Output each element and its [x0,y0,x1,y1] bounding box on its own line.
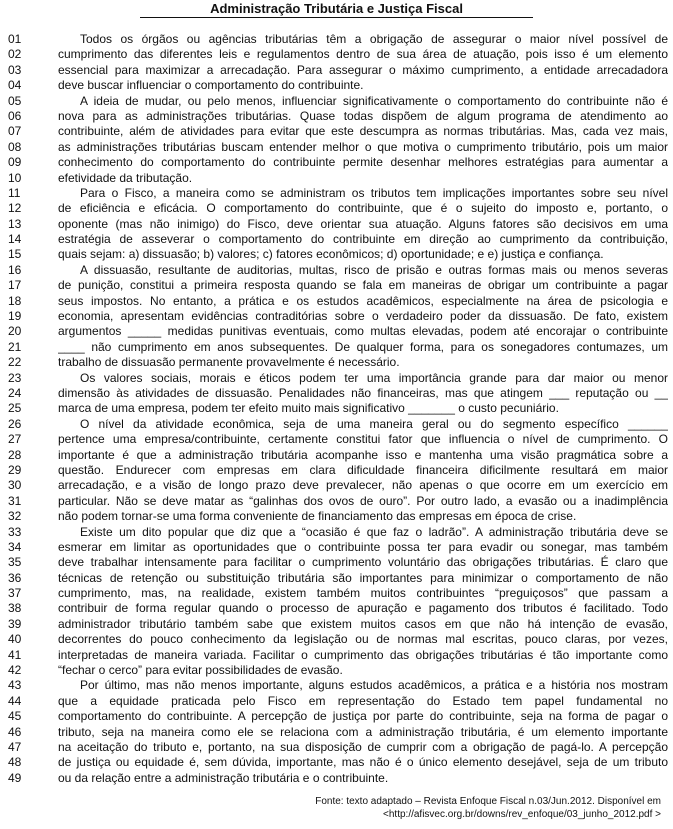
line-text: Para o Fisco, a maneira como se administram os tributos tem implicações importantes sobre seu nível [80,185,668,200]
text-line [8,525,668,540]
source-line-2: <http://afisvec.org.br/downs/rev_enfoque/03_junho_2012.pdf > [383,809,661,820]
text-line [8,386,668,401]
line-text: contribuinte, além de atividades para evitar que este descumpra as normas tributárias. Mas, cada vez mais, [58,124,668,139]
text-line [8,201,668,216]
line-text: seus impostos. No entanto, a prática e os estudos acadêmicos, especialmente na área de psicologia e [58,293,668,308]
text-line [8,617,668,632]
text-line [8,571,668,586]
line-number: 49 [8,770,22,785]
line-number: 10 [8,170,22,185]
line-text: comportamento do contribuinte. A percepção de justiça por parte do contribuinte, seja na forma de pagar o [58,709,668,724]
source-line-1: Fonte: texto adaptado – Revista Enfoque Fiscal n.03/Jun.2012. Disponível em [315,796,661,807]
line-text: pertence uma empresa/contribuinte, certamente constitui fator que influencia o nível de cumprimento. O [58,432,668,447]
text-line [8,263,668,278]
line-number: 43 [8,678,22,693]
text-line [8,586,668,601]
line-number: 24 [8,385,22,400]
text-line [8,755,668,770]
line-number: 45 [8,709,22,724]
text-line [8,355,668,370]
line-number: 21 [8,339,22,354]
line-text: O nível da atividade econômica, seja de uma maneira geral ou do segmento específico ______ [80,416,668,431]
line-number: 19 [8,309,22,324]
line-text: de justiça ou equidade é, sem dúvida, importante, mas não é o único elemento desejável, seja de um tributo [58,755,668,770]
line-text: tributo, seja na maneira como ele se relaciona com a administração tributária, é um elemento importante [58,724,668,739]
line-number: 27 [8,432,22,447]
text-line [8,94,668,109]
line-text: nova para as administrações tributárias. Quase todas dispõem de algum programa de atendimento ao [58,108,668,123]
text-line [8,678,668,693]
line-number: 02 [8,47,22,62]
line-number: 26 [8,416,22,431]
line-number: 07 [8,124,22,139]
line-text: importante é que a administração tributária acompanhe isso e mantenha uma visão pragmática sobre a [58,447,668,462]
text-line [8,740,668,755]
line-number: 39 [8,616,22,631]
line-number: 25 [8,401,22,416]
line-text: não podem tornar-se uma forma conveniente de financiamento das empresas em época de crise. [58,509,577,524]
text-line [8,648,668,663]
text-line [8,47,668,62]
text-line [8,709,668,724]
line-text: Os valores sociais, morais e éticos podem ter uma importância grande para dar maior ou menor [80,370,668,385]
text-line [8,155,668,170]
text-line [8,324,668,339]
text-line [8,109,668,124]
text-line [8,32,668,47]
line-number: 08 [8,139,22,154]
line-number: 20 [8,324,22,339]
text-line [8,555,668,570]
line-number: 11 [8,185,21,200]
text-line [8,448,668,463]
line-number: 34 [8,539,22,554]
text-line [8,463,668,478]
text-line [8,694,668,709]
line-text: deve buscar influenciar o comportamento do contribuinte. [58,78,364,93]
text-line [8,632,668,647]
line-number: 46 [8,724,22,739]
line-text: de punição, constitui a primeira resposta quando se fala em maneiras de obrigar um contribuinte a pagar [58,278,668,293]
line-number: 06 [8,108,22,123]
line-number: 48 [8,755,22,770]
title-underline [140,17,533,18]
line-number: 32 [8,509,22,524]
line-number: 30 [8,478,22,493]
line-number: 47 [8,739,22,754]
line-text: que a equidade praticada pelo Fisco em representação do Estado tem papel fundamental no [58,693,668,708]
text-line [8,725,668,740]
line-text: arrecadação, e a visão de longo prazo deve prevalecer, não apenas o que ocorre em um exercício em [58,478,668,493]
line-number: 09 [8,155,22,170]
line-text: cumprimento das diferentes leis e regulamentos dentro de sua área de atuação, pois isso é um elemento [58,47,668,62]
text-line [8,309,668,324]
text-line [8,232,668,247]
line-number: 13 [8,216,22,231]
line-text: essencial para maximizar a arrecadação. Para assegurar o máximo cumprimento, a entidade arrecadadora [58,62,668,77]
line-text: estratégia de asseverar o comportamento do contribuinte em direção ao cumprimento da contribuição, [58,232,668,247]
line-text: particular. Não se deve matar as “galinhas dos ovos de ouro”. Por outro lado, a evasão ou a inadimplência [58,493,668,508]
line-text: decorrentes do pouco conhecimento da legislação ou de normas mal escritas, pouco claras, por vezes, [58,632,668,647]
text-line [8,140,668,155]
line-text: marca de uma empresa, podem ter efeito muito mais significativo _______ o custo pecuniário. [58,401,559,416]
line-text: conhecimento do comportamento do contribuinte permite desenhar melhores estratégias para aumentar a [58,155,668,170]
text-line [8,186,668,201]
text-line [8,124,668,139]
text-line [8,294,668,309]
line-text: as administrações tributárias buscam entender melhor o que motiva o cumprimento tributário, pois um maior [58,139,668,154]
text-line [8,417,668,432]
line-text: argumentos _____ medidas punitivas eventuais, como multas elevadas, podem até encorajar o contribuinte [58,324,668,339]
text-body [8,32,668,786]
line-number: 22 [8,355,22,370]
line-number: 29 [8,462,22,477]
line-number: 44 [8,693,22,708]
line-text: A ideia de mudar, ou pelo menos, influenciar significativamente o comportamento do contribuinte não é [80,93,668,108]
line-number: 05 [8,93,22,108]
line-text: de eficiência e eficácia. O comportamento do contribuinte, que é o sujeito do imposto e, portanto, o [58,201,668,216]
line-text: “fechar o cerco” para evitar possibilidades de evasão. [58,663,343,678]
line-number: 03 [8,62,22,77]
line-number: 04 [8,78,22,93]
line-text: interpretadas de maneira variada. Facilitar o cumprimento das obrigações tributárias é tão importante como [58,647,668,662]
line-text: economia, apresentam evidências contraditórias sobre o verdadeiro poder da dissuasão. De fato, existem [58,309,668,324]
line-text: Todos os órgãos ou agências tributárias têm a obrigação de assegurar o maior nível possível de [80,32,668,46]
text-line [8,601,668,616]
line-text: questão. Endurecer com empresas em clara dificuldade financeira dificilmente resultará em maior [58,462,668,477]
line-number: 35 [8,555,22,570]
line-text: administrador tributário também sabe que existem muitos casos em que não há intenção de evasão, [58,616,668,631]
text-line [8,540,668,555]
line-text: Existe um dito popular que diz que a “ocasião é que faz o ladrão”. A administração tributária deve se [80,524,668,539]
document-title: Administração Tributária e Justiça Fiscal [210,1,463,16]
line-number: 17 [8,278,22,293]
text-line [8,247,668,262]
line-number: 12 [8,201,22,216]
line-text: contribuir de forma regular quando o processo de apuração e pagamento dos tributos é facilitado. Todo [58,601,668,616]
line-text: A dissuasão, resultante de auditorias, multas, risco de prisão e outras formas mais ou menos severas [80,262,668,277]
line-text: ou da relação entre a administração tributária e o contribuinte. [58,770,389,785]
text-line [8,478,668,493]
text-line [8,171,668,186]
line-number: 36 [8,570,22,585]
source-citation [315,795,661,821]
line-number: 42 [8,663,22,678]
line-number: 23 [8,370,22,385]
text-line [8,494,668,509]
text-line [8,663,668,678]
line-text: deve trabalhar intensamente para facilitar o cumprimento voluntário das obrigações tributárias. É claro que [58,555,668,570]
line-text: oponente (mas não inimigo) do Fisco, deve orientar sua atuação. Alguns fatores são decisivos em uma [58,216,668,231]
line-text: ____ não cumprimento em anos subsequentes. De qualquer forma, para os sonegadores contumazes, um [58,339,668,354]
line-number: 31 [8,493,22,508]
text-line [8,278,668,293]
text-line [8,340,668,355]
line-number: 18 [8,293,22,308]
line-text: Por último, mas não menos importante, alguns estudos acadêmicos, a prática e a história nos mostram [80,678,668,693]
text-line [8,78,668,93]
line-text: trabalho de dissuasão permanente provavelmente é necessário. [58,355,400,370]
line-number: 33 [8,524,22,539]
line-text: cumprimento, mas, na realidade, existem também muitos contribuintes “preguiçosos” que passam a [58,586,668,601]
text-line [8,217,668,232]
line-text: efetividade da tributação. [58,170,193,185]
line-text: na aceitação do tributo e, portanto, na sua disposição de cumprir com a obrigação de pagá-lo. A percepção [58,739,668,754]
text-line [8,401,668,416]
line-text: técnicas de retenção ou substituição tributária são importantes para minimizar o comportamento de não [58,570,668,585]
line-number: 37 [8,586,22,601]
line-number: 28 [8,447,22,462]
line-number: 38 [8,601,22,616]
line-number: 41 [8,647,22,662]
line-number: 01 [8,32,22,46]
text-line [8,63,668,78]
text-line [8,432,668,447]
line-text: quais sejam: a) dissuasão; b) valores; c) fatores econômicos; d) oportunidade; e e) justiça e confiança. [58,247,604,262]
line-number: 40 [8,632,22,647]
line-number: 16 [8,262,22,277]
line-text: esmerar em limitar as oportunidades que o contribuinte possa ter para evadir ou sonegar, mas também [58,539,668,554]
line-text: dimensão às atividades de dissuasão. Penalidades não financeiras, mas que atingem ___ reputação ou __ [58,385,668,400]
line-number: 14 [8,232,22,247]
line-number: 15 [8,247,22,262]
text-line [8,771,668,786]
text-line [8,509,668,524]
text-line [8,371,668,386]
